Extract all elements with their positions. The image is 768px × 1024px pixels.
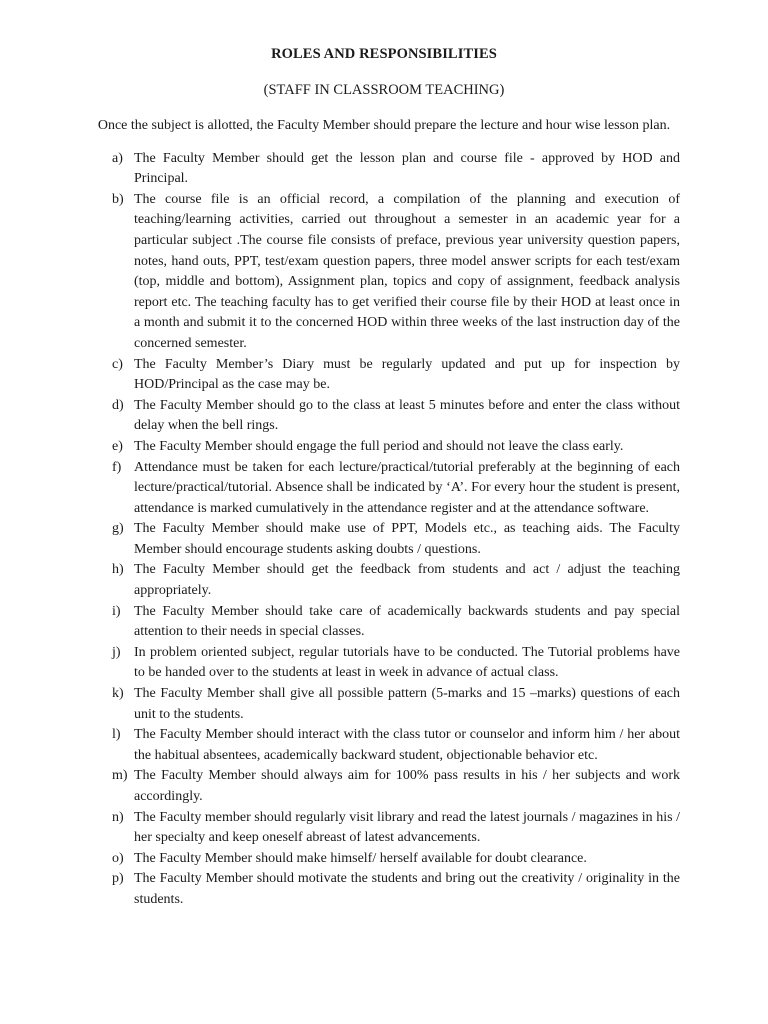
list-item-marker: p) [112, 871, 124, 887]
list-item-marker: g) [112, 521, 124, 537]
list-item [82, 725, 686, 766]
list-item-text: Attendance must be taken for each lecture/practical/tutorial preferably at the beginning of each lecture/practical/tutorial. Absence shall be indicated by ‘A’. For every hour the student is present, attendance is marked cumulatively in the attendance register and at the attendance software. [134, 459, 680, 516]
list-item-text: The Faculty Member shall give all possible pattern (5-marks and 15 –marks) questions of each unit to the students. [134, 686, 680, 722]
list-item [82, 869, 686, 910]
list-item [82, 602, 686, 643]
intro-paragraph: Once the subject is allotted, the Faculty Member should prepare the lecture and hour wise lesson plan. [97, 118, 671, 133]
list-item [82, 437, 686, 458]
list-item [82, 684, 686, 725]
list-item-text: The Faculty Member should interact with the class tutor or counselor and inform him / her about the habitual absentees, academically backward student, objectionable behavior etc. [134, 727, 680, 763]
list-item [82, 560, 686, 601]
list-item-marker: c) [112, 356, 123, 372]
list-item-marker: i) [112, 603, 121, 619]
list-item-text: The Faculty Member should make himself/ herself available for doubt clearance. [134, 850, 587, 866]
list-item [82, 458, 686, 520]
list-item [82, 519, 686, 560]
list-item-marker: n) [112, 809, 124, 825]
list-item-text: The Faculty Member should get the feedback from students and act / adjust the teaching appropriately. [134, 562, 680, 599]
responsibilities-list [82, 149, 686, 911]
list-item [82, 766, 686, 807]
list-item-marker: k) [112, 686, 124, 702]
list-item-marker: j) [112, 644, 121, 660]
list-item-text: The Faculty Member should always aim for 100% pass results in his / her subjects and work accordingly. [134, 768, 680, 804]
list-item-text: The Faculty Member should get the lesson plan and course file - approved by HOD and Principal. [134, 150, 680, 187]
list-item-text: The Faculty Member should take care of academically backwards students and pay special attention to their needs in special classes. [134, 603, 680, 640]
list-item-marker: m) [112, 768, 128, 784]
document-subtitle: (STAFF IN CLASSROOM TEACHING) [263, 82, 505, 98]
list-item-marker: d) [112, 397, 124, 413]
list-item [82, 355, 686, 396]
document-title: ROLES AND RESPONSIBILITIES [271, 46, 497, 62]
list-item-marker: o) [112, 850, 124, 866]
list-item [82, 396, 686, 437]
list-item-marker: b) [112, 191, 124, 207]
list-item [82, 643, 686, 684]
list-item [82, 849, 686, 870]
list-item-marker: e) [112, 438, 123, 454]
list-item [82, 190, 686, 355]
list-item-text: The Faculty member should regularly visit library and read the latest journals / magazines in his / her specialty and keep oneself abreast of latest advancements. [134, 809, 680, 846]
list-item-text: In problem oriented subject, regular tutorials have to be conducted. The Tutorial problems have to be handed over to the students at least in week in advance of actual class. [134, 644, 680, 681]
list-item-text: The course file is an official record, a compilation of the planning and execution of teaching/learning activities, carried out throughout a semester in an academic year for a particular subject .The course file consists of preface, previous year university question papers, notes, hand outs, PPT, test/exam question papers, three model answer scripts for each test/exam (top, middle and bottom), Assignment plan, topics and copy of assignment, feedback analysis report etc. The teaching faculty has to get verified their course file by their HOD at least once in a month and submit it to the concerned HOD within three weeks of the last instruction day of the concerned semester. [134, 191, 680, 351]
list-item-text: The Faculty Member’s Diary must be regularly updated and put up for inspection by HOD/Principal as the case may be. [134, 356, 680, 393]
list-item-text: The Faculty Member should engage the full period and should not leave the class early. [134, 438, 624, 454]
list-item [82, 808, 686, 849]
list-item-text: The Faculty Member should go to the class at least 5 minutes before and enter the class without delay when the bell rings. [134, 397, 680, 434]
list-item-marker: l) [112, 727, 121, 743]
list-item-text: The Faculty Member should motivate the students and bring out the creativity / originality in the students. [134, 871, 680, 907]
list-item-text: The Faculty Member should make use of PPT, Models etc., as teaching aids. The Faculty Member should encourage students asking doubts / questions. [134, 521, 680, 557]
list-item-marker: a) [112, 150, 123, 166]
list-item [82, 149, 686, 190]
list-item-marker: h) [112, 562, 124, 578]
list-item-marker: f) [112, 459, 122, 475]
